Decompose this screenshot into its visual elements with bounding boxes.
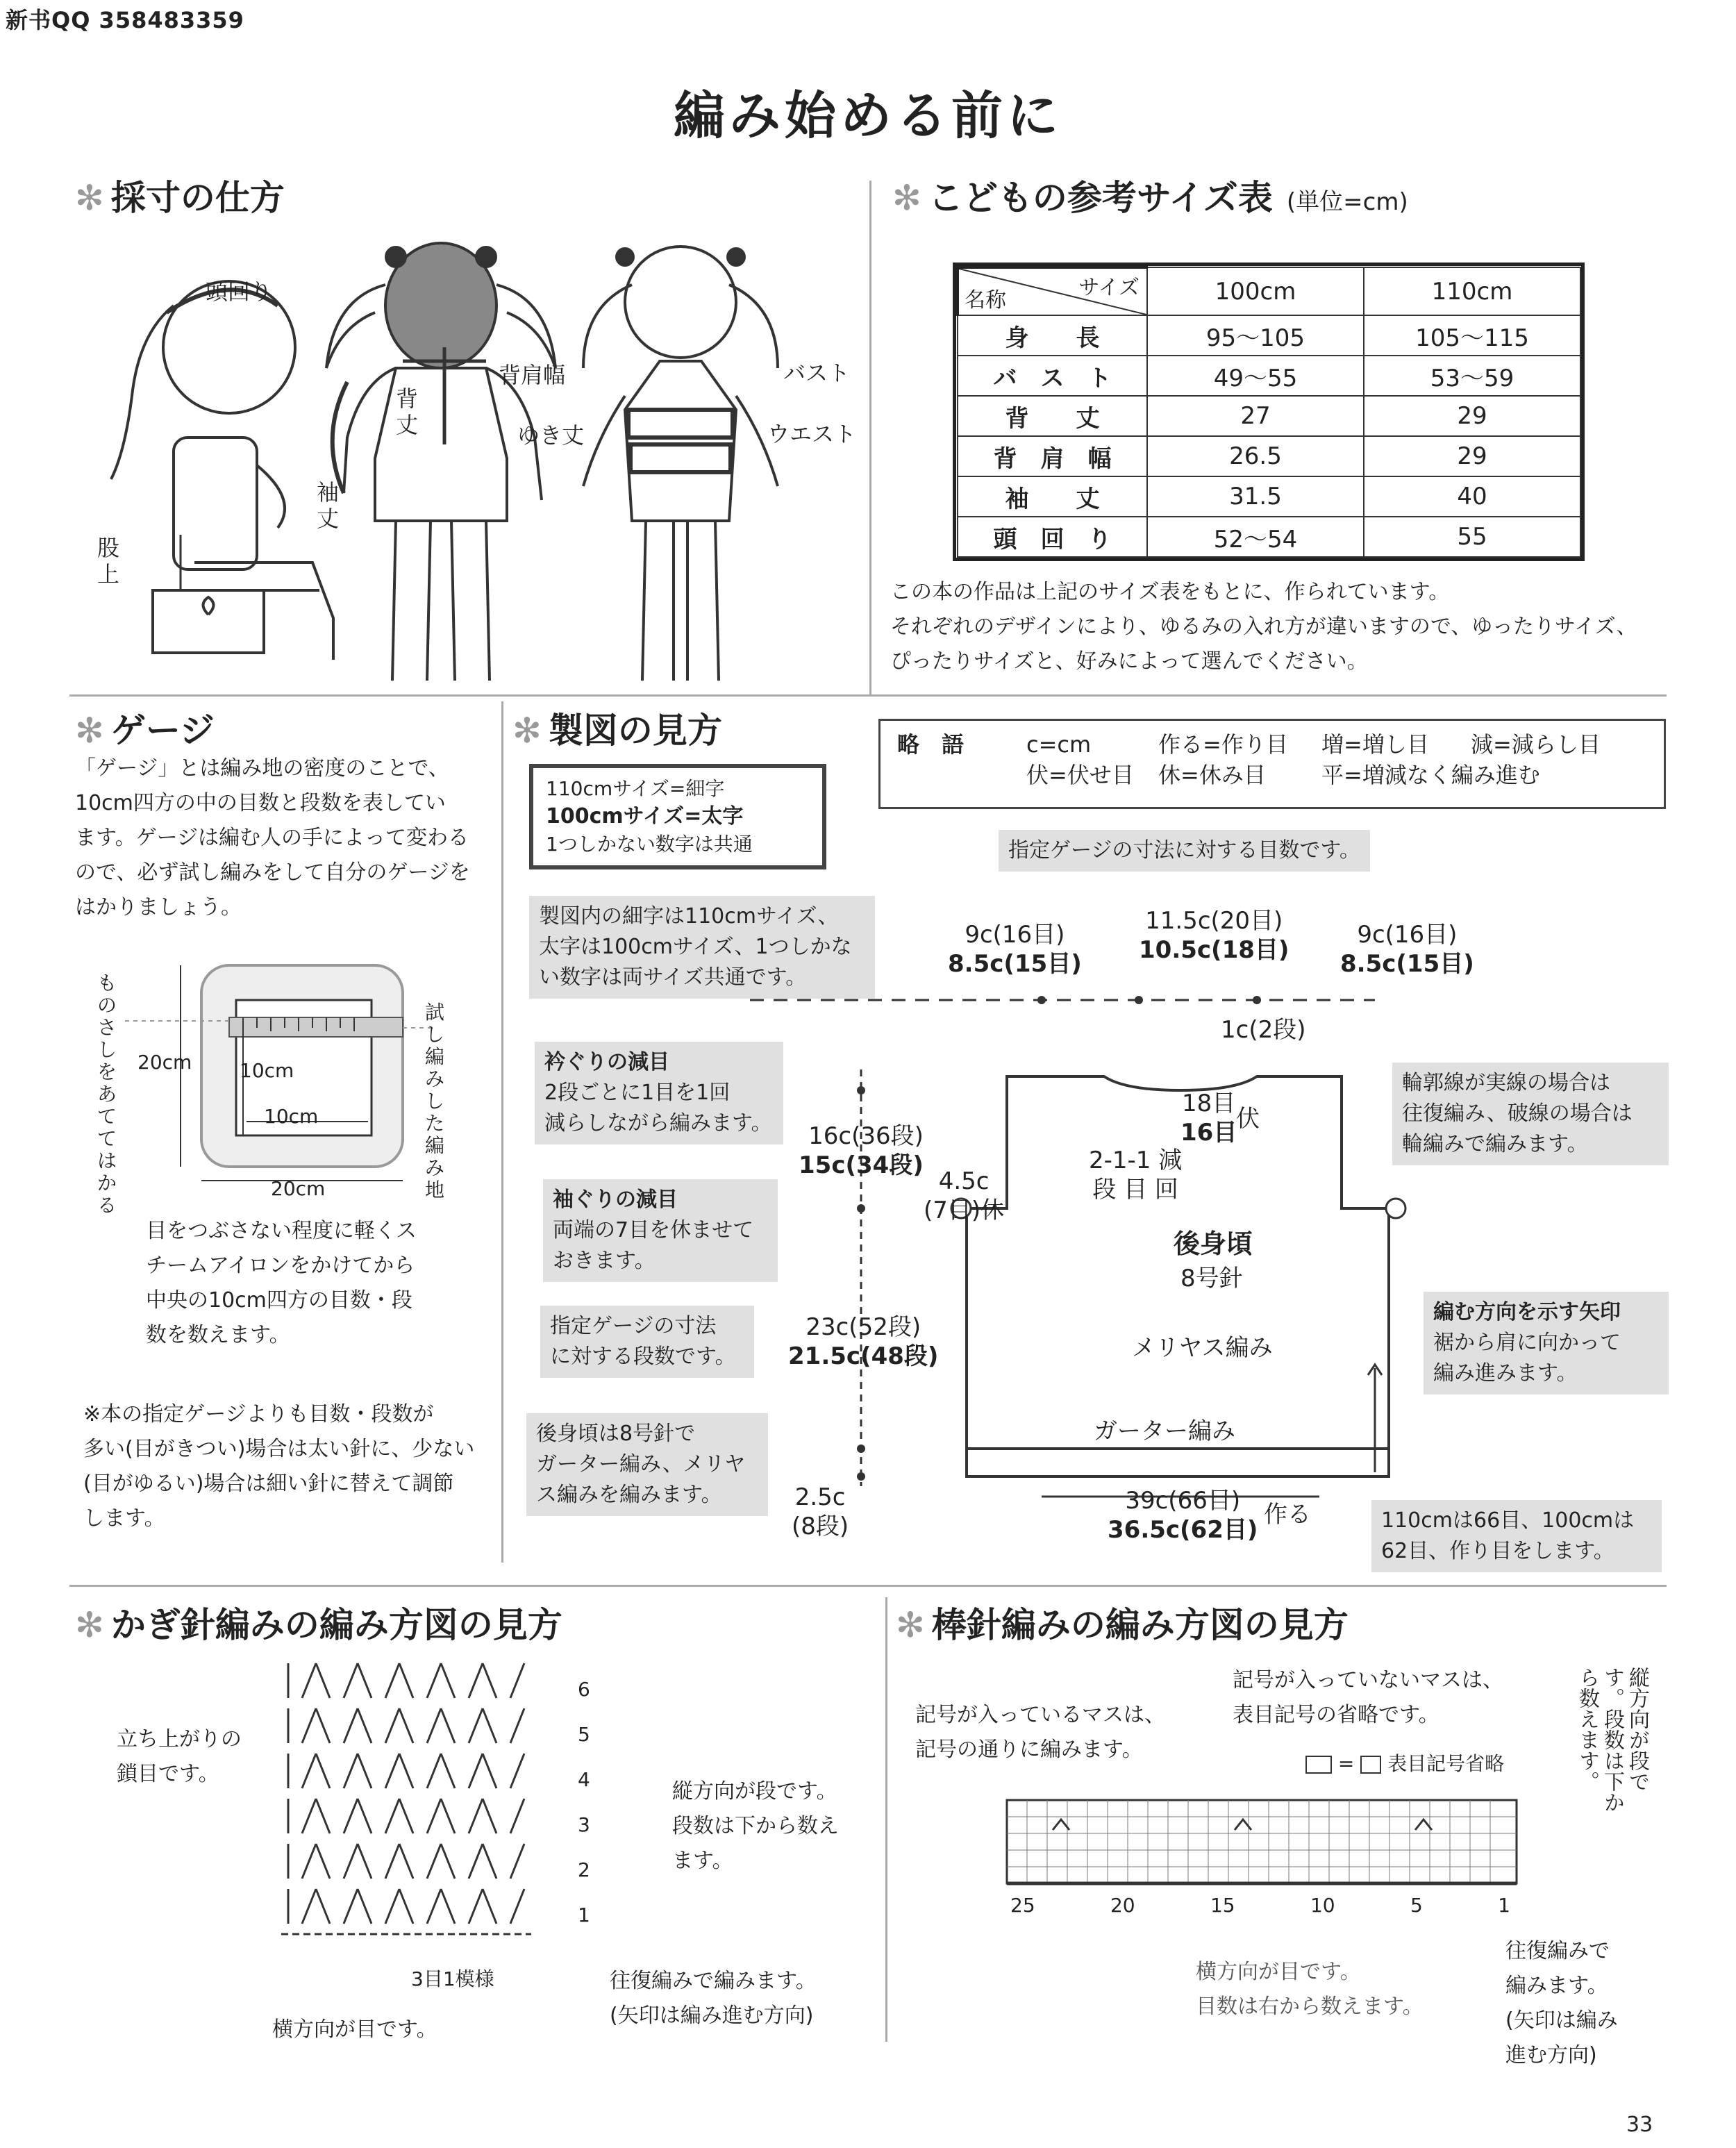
table-row: 背 丈 27 29: [958, 396, 1580, 436]
knit-empty-cell-label: 記号が入っていないマスは、 表目記号の省略です。: [1233, 1668, 1503, 1727]
callout-outline: 輪郭線が実線の場合は 往復編み、破線の場合は 輪編みで編みます。: [1392, 1063, 1669, 1165]
stitch-garter: ガーター編み: [1094, 1417, 1235, 1445]
section-heading-chart: ✻ 製図の見方: [512, 710, 722, 751]
label-waist: ウエスト: [767, 421, 857, 447]
crochet-back-forth: 往復編みで編みます。 (矢印は編み進む方向): [610, 1969, 817, 2028]
crochet-chain-label: 立ち上がりの 鎖目です。: [117, 1727, 242, 1786]
dim-left-shoulder: 9c(16目) 8.5c(15目): [948, 921, 1082, 978]
table-row: バ ス ト 49〜55 53〜59: [958, 356, 1580, 396]
section-heading-size-table: ✻ こどもの参考サイズ表 (単位=cm): [892, 178, 1408, 218]
asterisk-icon: ✻: [892, 178, 921, 218]
callout-rows: 指定ゲージの寸法 に対する段数です。: [540, 1306, 754, 1378]
knit-col-numbers: 25 20 15 10 5 1: [1010, 1894, 1510, 1917]
label-head: 頭回り: [206, 278, 273, 305]
crochet-stitches-label: 横方向が目です。: [272, 2017, 437, 2042]
dim-bind-label: 伏: [1236, 1105, 1260, 1133]
measurement-figures: [69, 229, 868, 688]
knit-back-forth: 往復編みで 編みます。 (矢印は編み 進む方向): [1505, 1939, 1618, 2067]
page-title: 編み始める前に: [674, 86, 1062, 146]
dim-width: 39c(66目) 36.5c(62目): [1108, 1487, 1258, 1544]
asterisk-icon: ✻: [75, 710, 104, 751]
dim-20cm-left: 20cm: [137, 1051, 192, 1074]
callout-neck-decrease: 衿ぐりの減目 2段ごとに1目を1回 減らしながら編みます。: [535, 1042, 783, 1144]
callout-cast-on: 110cmは66目、100cmは 62目、作り目をします。: [1371, 1500, 1662, 1572]
table-row: 背 肩 幅 26.5 29: [958, 436, 1580, 476]
asterisk-icon: ✻: [75, 178, 104, 218]
gauge-steam-note: 目をつぶさない程度に軽くス チームアイロンをかけてから 中央の10cm四方の目数・段 数を数えます。: [146, 1219, 417, 1347]
page-number: 33: [1626, 2113, 1653, 2137]
label-sleeve-length: 袖丈: [317, 479, 340, 532]
crochet-repeat-label: 3目1模様: [411, 1967, 494, 1990]
label-bust: バスト: [783, 360, 851, 386]
callout-stitches: 指定ゲージの寸法に対する目数です。: [999, 830, 1370, 872]
dim-cast-label: 作る: [1264, 1501, 1311, 1529]
callout-knit-method: 後身頃は8号針で ガーター編み、メリヤ ス編みを編みます。: [526, 1413, 768, 1516]
divider: [869, 181, 871, 694]
knit-vertical-label: 縦方向が段です。段数は下から数えます。: [1575, 1667, 1649, 1813]
dim-armhole-rows: 16c(36段) 15c(34段): [799, 1122, 924, 1179]
back-piece-diagram: [750, 958, 1417, 1563]
divider: [885, 1597, 887, 2042]
label-ruler: ものさしをあててはかる: [97, 972, 117, 1217]
dim-body-rows: 23c(52段) 21.5c(48段): [788, 1313, 939, 1370]
label-back-width: 背肩幅: [499, 362, 566, 388]
table-row: 袖 丈 31.5 40: [958, 476, 1580, 517]
label-back-length: 背丈: [396, 385, 419, 438]
dim-neck-rows: 1c(2段): [1221, 1016, 1306, 1044]
watermark-text: 新书QQ 358483359: [6, 7, 244, 33]
dim-10cm: 10cm: [264, 1105, 319, 1128]
table-row: 頭 回 り 52〜54 55: [958, 517, 1580, 557]
abbreviation-box: 略 語 c=cm 作る=作り目 増=増し目 減=減らし目 伏=伏せ目 休=休み目 平=増減なく編み進む: [878, 719, 1666, 809]
callout-armhole-decrease: 袖ぐりの減目 両端の7目を休ませて おきます。: [543, 1179, 778, 1282]
asterisk-icon: ✻: [75, 1605, 104, 1645]
dim-garter-rows: 2.5c (8段): [792, 1483, 849, 1540]
asterisk-icon: ✻: [896, 1605, 925, 1645]
dim-neck-width: 11.5c(20目) 10.5c(18目): [1139, 907, 1290, 964]
dim-decrease-seq: 2-1-1 減 段 目 回: [1089, 1147, 1183, 1204]
section-heading-crochet: ✻ かぎ針編みの編み方図の見方: [75, 1605, 562, 1645]
crochet-chart: [274, 1656, 580, 1948]
crochet-rows-label: 縦方向が段です。 段数は下から数え ます。: [672, 1779, 839, 1873]
dim-20cm-bottom: 20cm: [271, 1177, 326, 1200]
size-legend-box: 110cmサイズ=細字 100cmサイズ=太字 1つしかない数字は共通: [529, 764, 826, 869]
section-heading-knit: ✻ 棒針編みの編み方図の見方: [896, 1605, 1349, 1645]
column-header: 110cm: [1364, 267, 1580, 315]
dim-right-shoulder: 9c(16目) 8.5c(15目): [1340, 921, 1474, 978]
size-note: この本の作品は上記のサイズ表をもとに、作られています。 それぞれのデザインにより、ゆるみの入れ方が違いますので、ゆったりサイズ、 ぴったりサイズと、好みによって選んでください。: [890, 580, 1637, 674]
knit-legend: = 表目記号省略: [1305, 1750, 1504, 1778]
callout-fine-bold: 製図内の細字は110cmサイズ、 太字は100cmサイズ、1つしかな い数字は両サイズ共通です。: [529, 896, 875, 999]
knit-symbol-cell-label: 記号が入っているマスは、 記号の通りに編みます。: [915, 1703, 1165, 1762]
section-heading-measure: ✻ 採寸の仕方: [75, 178, 285, 218]
divider: [69, 1585, 1667, 1587]
dim-neck-bind: 18目 16目: [1180, 1090, 1237, 1147]
crochet-row-numbers: 6 5 4 3 2 1: [578, 1678, 590, 1926]
divider: [69, 694, 1667, 697]
knit-chart: [1005, 1799, 1519, 1889]
column-header: 100cm: [1147, 267, 1364, 315]
table-row: 身 長 95〜105 105〜115: [958, 315, 1580, 356]
dim-10cm: 10cm: [240, 1059, 294, 1082]
dim-arm-rest: 4.5c (7目)休: [924, 1167, 1005, 1224]
needle-size: 8号針: [1180, 1265, 1243, 1292]
stitch-stockinette: メリヤス編み: [1132, 1334, 1273, 1362]
gauge-intro: 「ゲージ」とは編み地の密度のことで、 10cm四方の中の目数と段数を表してい ます。ゲージは編む人の手によって変わる ので、必ず試し編みをして自分のゲージを はかりましょう。: [75, 756, 470, 919]
callout-direction-arrow: 編む方向を示す矢印 裾から肩に向かって 編み進みます。: [1424, 1292, 1669, 1394]
size-table: [953, 263, 1585, 561]
piece-name: 後身頃: [1174, 1229, 1253, 1259]
label-sample: 試し編みした編み地: [425, 1001, 445, 1201]
corner-name-label: 名称: [965, 288, 1006, 313]
label-yuki: ゆき丈: [517, 422, 585, 449]
knit-horizontal-label: 横方向が目です。 目数は右から数えます。: [1196, 1960, 1424, 2019]
corner-size-label: サイズ: [1078, 276, 1140, 300]
divider: [501, 701, 503, 1563]
gauge-adjust-note: ※本の指定ゲージよりも目数・段数が 多い(目がきつい)場合は太い針に、少ない (目がゆるい)場合は細い針に替えて調節 します。: [83, 1402, 475, 1531]
label-crotch: 股上: [97, 535, 120, 588]
asterisk-icon: ✻: [512, 710, 542, 751]
section-heading-gauge: ✻ ゲージ: [75, 710, 215, 751]
